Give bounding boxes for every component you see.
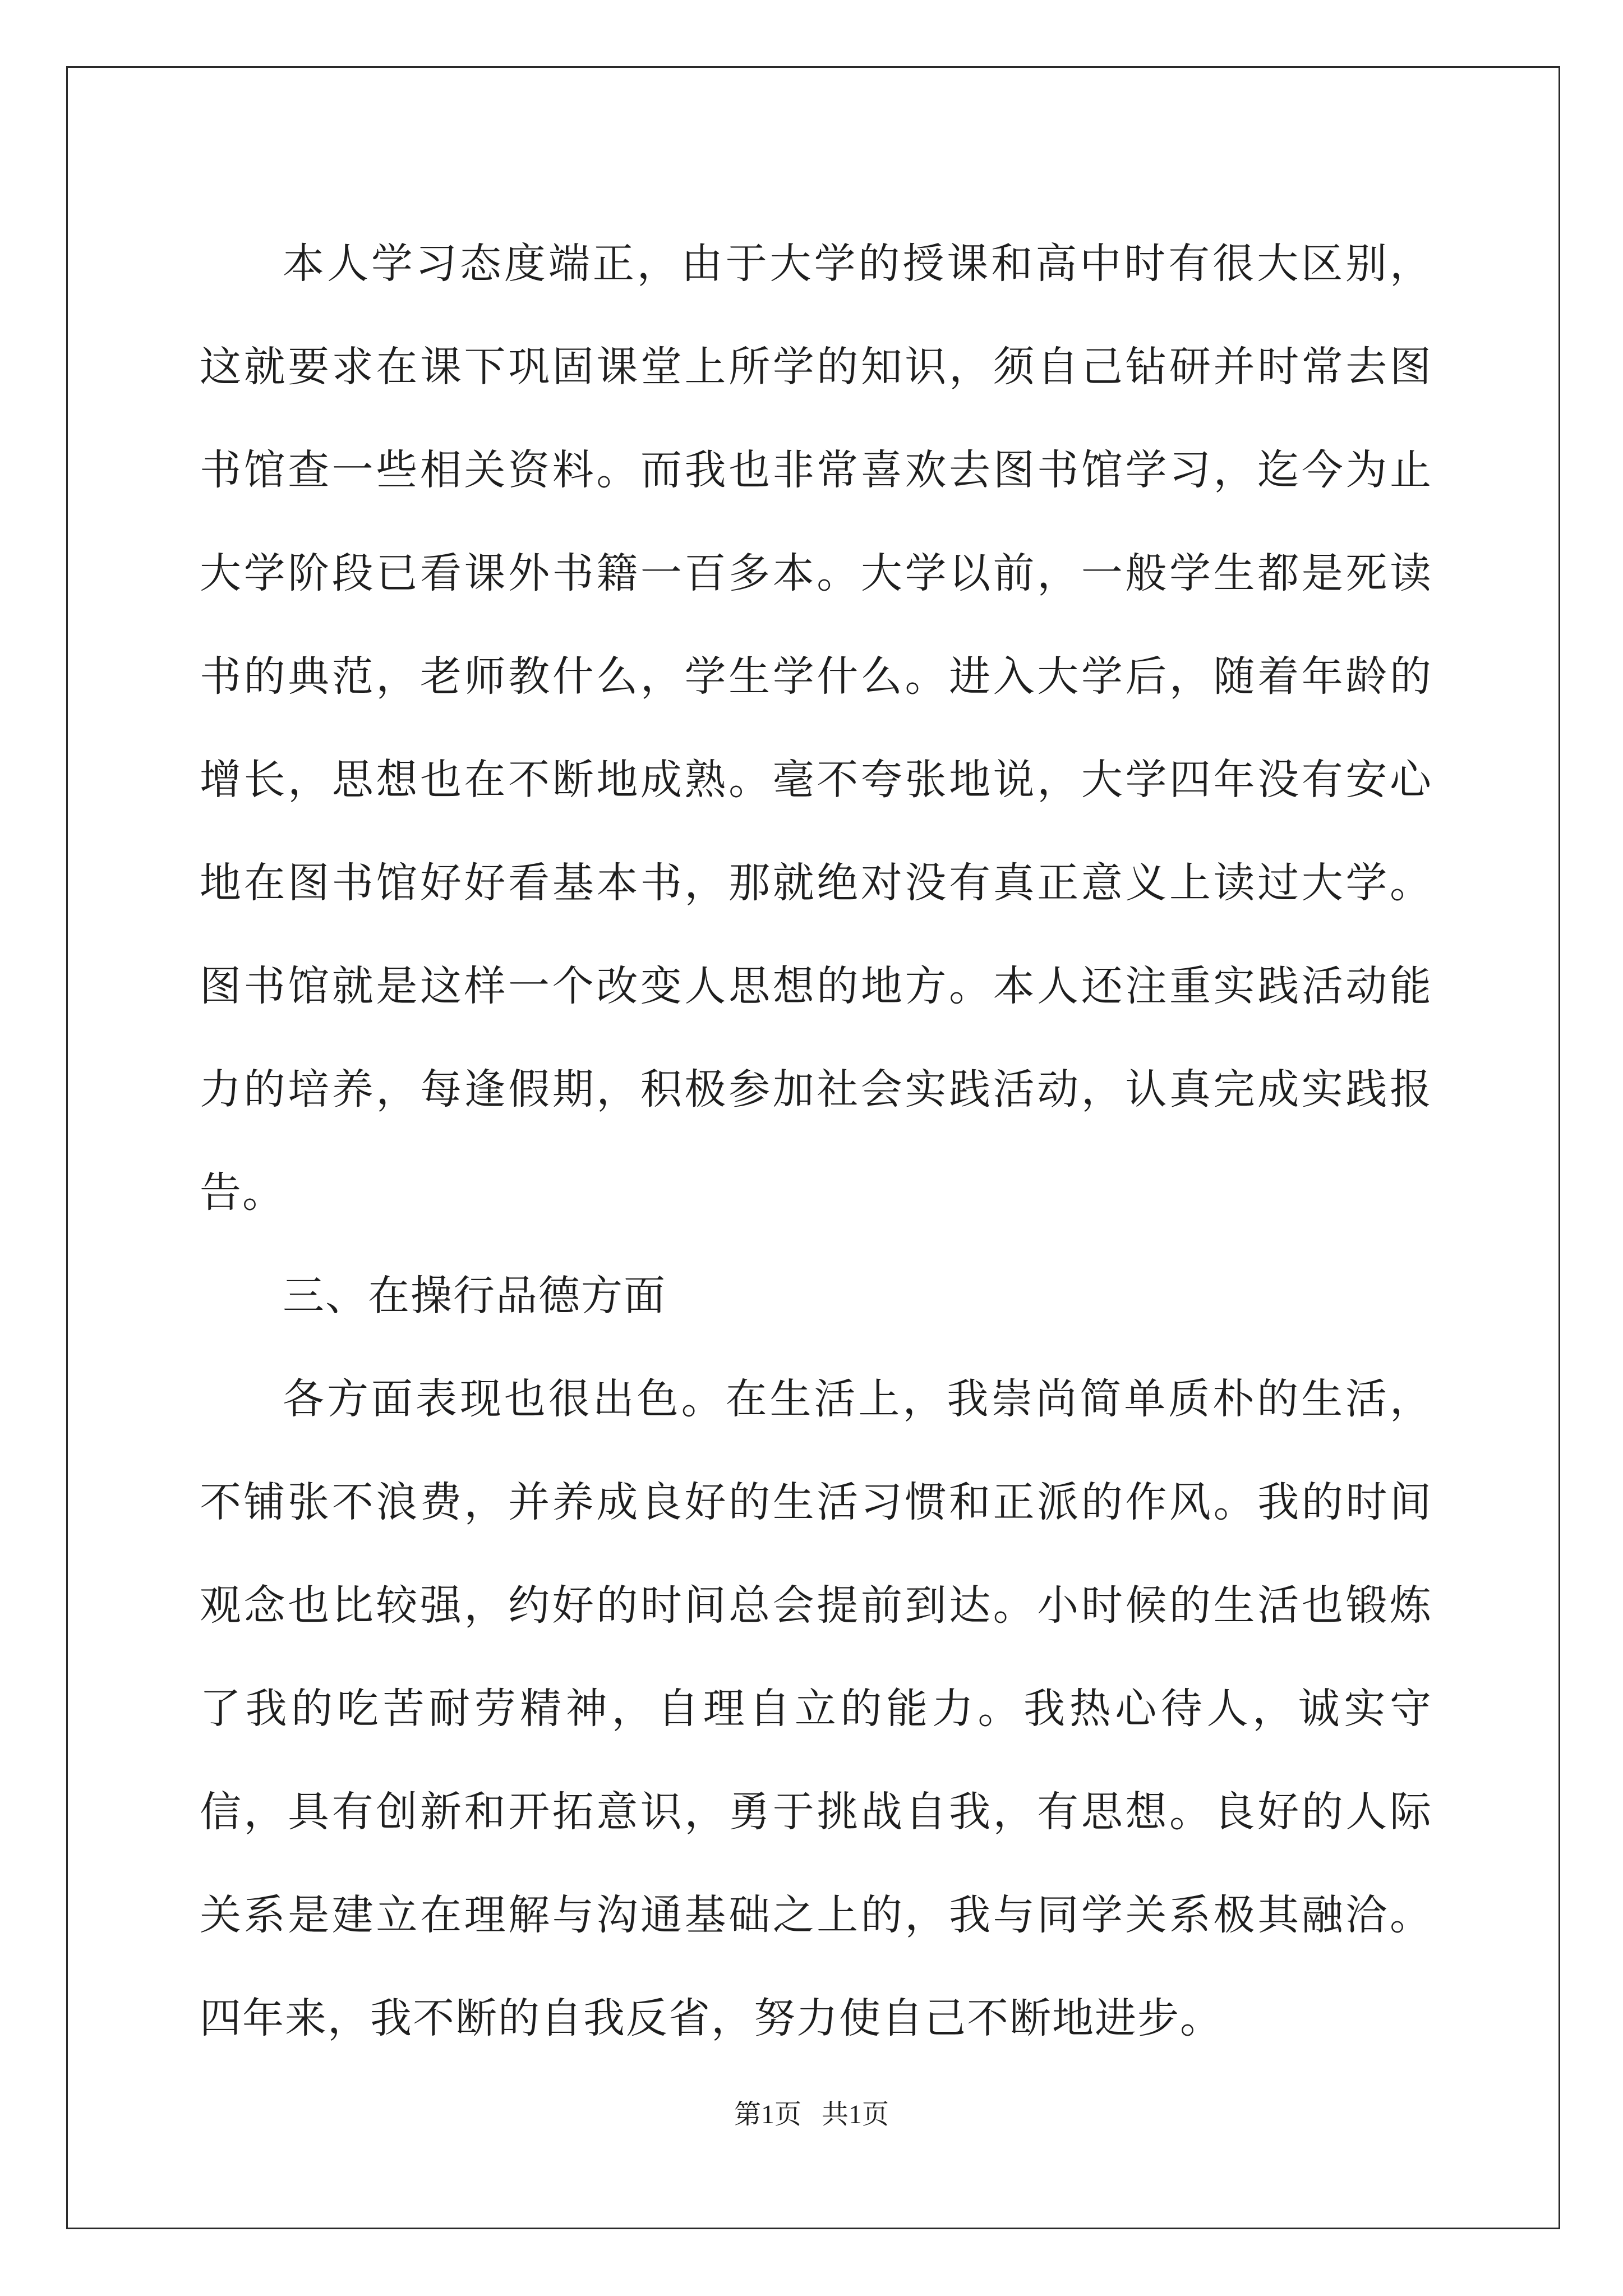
paragraph-study-attitude: 本人学习态度端正，由于大学的授课和高中时有很大区别，这就要求在课下巩固课堂上所学的知识，须自己钻研并时常去图书馆查一些相关资料。而我也非常喜欢去图书馆学习，迄今为止大学阶段已看课外书籍一百多本。大学以前，一般学生都是死读书的典范，老师教什么，学生学什么。进入大学后，随着年龄的增长，思想也在不断地成熟。毫不夸张地说，大学四年没有安心地在图书馆好好看基本书，那就绝对没有真正意义上读过大学。图书馆就是这样一个改变人思想的地方。本人还注重实践活动能力的培养，每逢假期，积极参加社会实践活动，认真完成实践报告。: [200, 240, 1432, 1217]
document-body: [200, 212, 1432, 2070]
page-footer: [0, 2098, 1623, 2132]
page-number: 第1页: [734, 2100, 801, 2129]
paragraph-conduct: 各方面表现也很出色。在生活上，我崇尚简单质朴的生活，不铺张不浪费，并养成良好的生活习惯和正派的作风。我的时间观念也比较强，约好的时间总会提前到达。小时候的生活也锻炼了我的吃苦耐劳精神，自理自立的能力。我热心待人，诚实守信，具有创新和开拓意识，勇于挑战自我，有思想。良好的人际关系是建立在理解与沟通基础之上的，我与同学关系极其融洽。四年来，我不断的自我反省，努力使自己不断地进步。: [200, 1375, 1432, 2042]
page-total: 共1页: [822, 2100, 889, 2129]
section-heading-conduct: 三、在操行品德方面: [283, 1272, 666, 1320]
